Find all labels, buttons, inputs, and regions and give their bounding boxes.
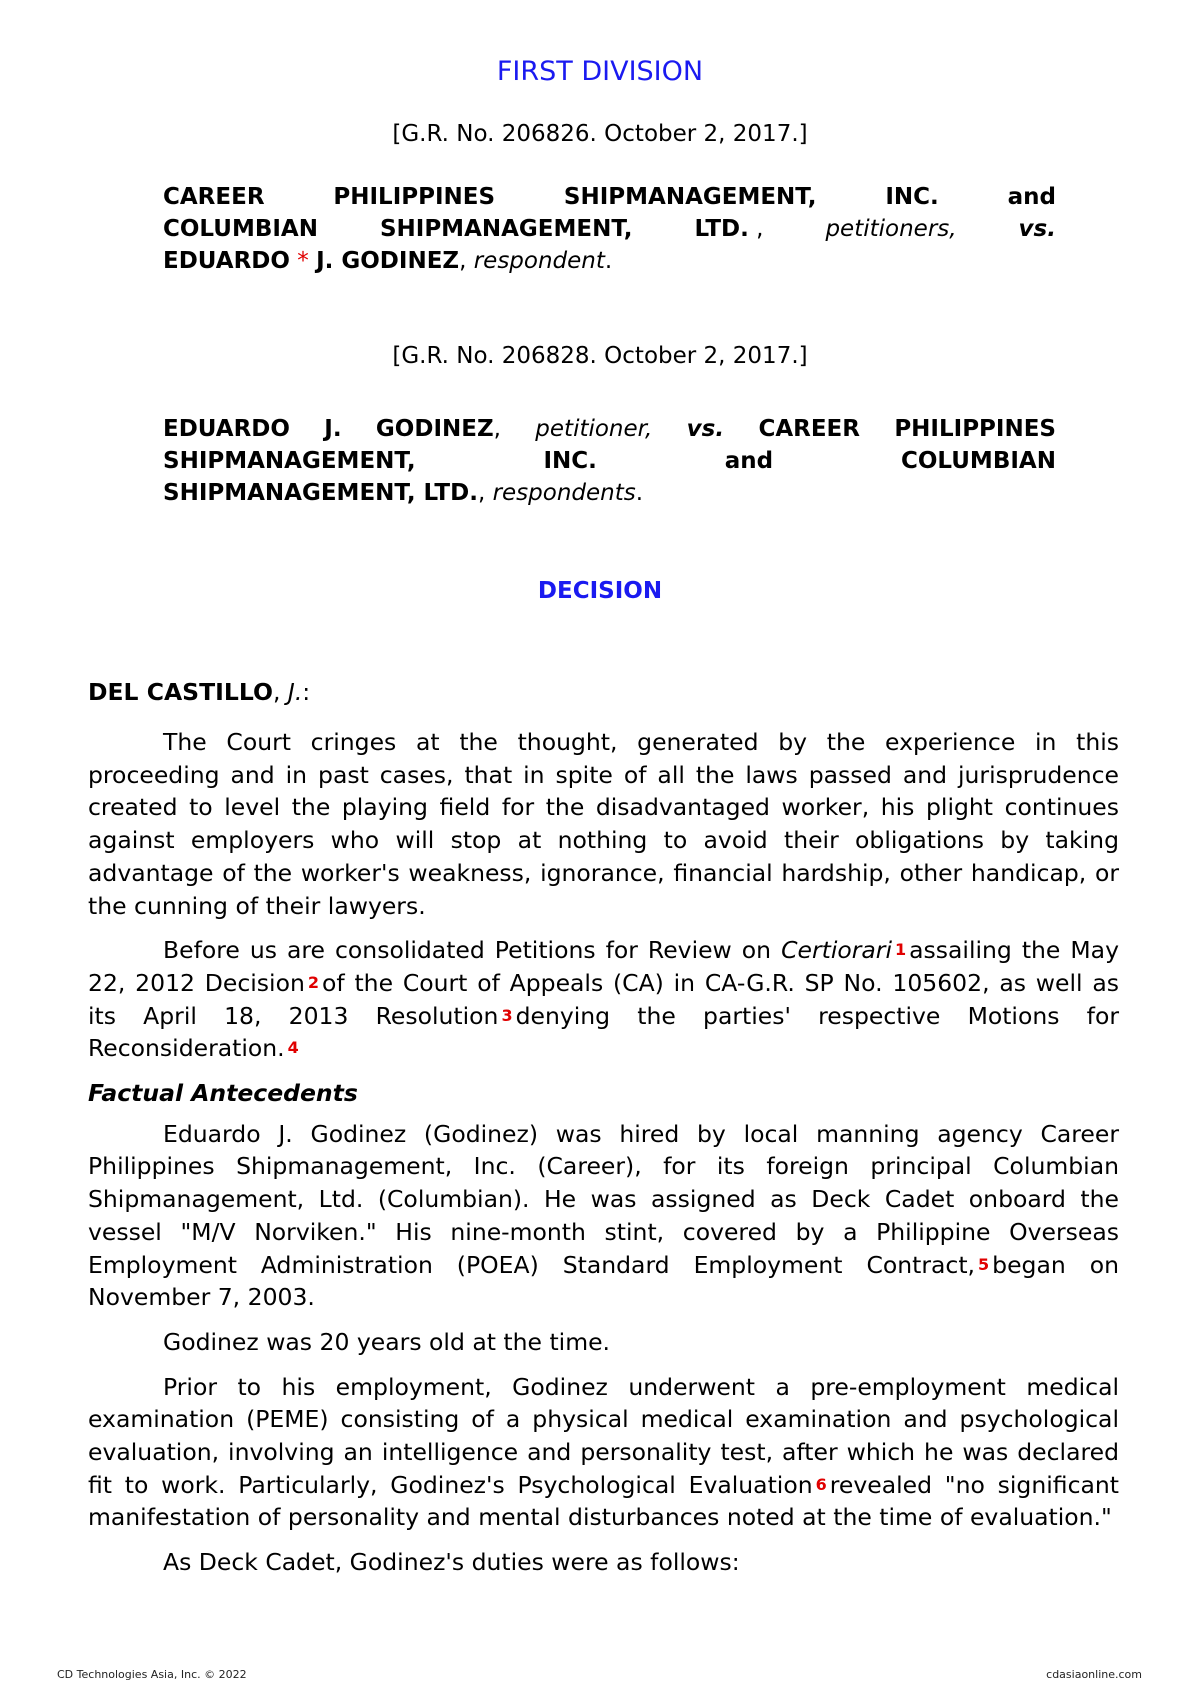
- comma: ,: [459, 248, 467, 274]
- party-role: petitioner,: [535, 416, 653, 442]
- text: assailing the May 22, 2012 Decision: [88, 936, 1119, 997]
- footnote-4[interactable]: 4: [287, 1038, 299, 1058]
- word: CAREER: [163, 184, 265, 210]
- case1-line2: [163, 213, 1056, 245]
- ponente: [88, 678, 310, 706]
- word: SHIPMANAGEMENT,: [163, 448, 416, 474]
- word-group: [376, 413, 501, 445]
- footnote-3[interactable]: 3: [501, 1005, 513, 1025]
- footnote-5[interactable]: 5: [978, 1254, 990, 1274]
- separator: ,: [272, 678, 288, 706]
- word: and: [724, 448, 774, 474]
- period: .: [604, 248, 613, 274]
- paragraph-3: [88, 1118, 1119, 1314]
- period: .: [635, 480, 644, 506]
- text: revealed "no significant manifestation of personality and mental disturbances noted at the time of evaluation.": [88, 1470, 1119, 1532]
- word: COLUMBIAN: [900, 448, 1056, 474]
- ponente-title: J.: [287, 678, 303, 706]
- footnote-2[interactable]: 2: [307, 972, 319, 992]
- word-group: [694, 213, 763, 245]
- word: COLUMBIAN: [163, 216, 318, 242]
- text: of the Court of Appeals (CA) in CA-G.R. SP No. 105602, as well as its April 18, 2013 Resolution: [88, 968, 1120, 1030]
- text: Prior to his employment, Godinez underwent a pre-employment medical examination (PEME) consisting of a physical medical examination and psychological evaluation, involving an intelligence and personality test, after which he was declared fit to work. Particularly, Godinez's Psychological Evaluation: [88, 1372, 1119, 1499]
- subheading: Factual Antecedents: [88, 1079, 358, 1108]
- footnote-6[interactable]: 6: [815, 1474, 827, 1494]
- case2-line2: [163, 445, 1056, 477]
- paragraph-6: As Deck Cadet, Godinez's duties were as follows:: [163, 1548, 740, 1577]
- word: CAREER: [758, 416, 860, 442]
- word: PHILIPPINES: [894, 416, 1056, 442]
- footer-copyright: CD Technologies Asia, Inc. © 2022: [57, 1668, 247, 1681]
- party-role: petitioners,: [825, 216, 957, 242]
- word: GODINEZ: [375, 416, 494, 442]
- case2-line3: [163, 477, 1056, 509]
- footnote-1[interactable]: 1: [894, 940, 907, 960]
- word: LTD.: [694, 216, 749, 242]
- word: SHIPMANAGEMENT,: [563, 184, 817, 210]
- versus: vs.: [1018, 216, 1056, 242]
- comma: ,: [756, 216, 764, 242]
- case1-line1: [163, 181, 1056, 213]
- word: J. GODINEZ: [316, 248, 460, 274]
- footer-site[interactable]: cdasiaonline.com: [1046, 1668, 1142, 1681]
- paragraph-4: Godinez was 20 years old at the time.: [163, 1327, 611, 1356]
- case1-line3: [163, 245, 1056, 277]
- text: began on November 7, 2003.: [88, 1250, 1119, 1312]
- case1-grno: [G.R. No. 206826. October 2, 2017.]: [392, 121, 808, 147]
- word: J.: [324, 416, 342, 442]
- word: EDUARDO: [163, 248, 290, 274]
- word: PHILIPPINES: [333, 184, 496, 210]
- decision-heading: DECISION: [537, 578, 663, 604]
- versus: vs.: [686, 416, 725, 442]
- paragraph-2: [88, 934, 1119, 1065]
- paragraph-5: [88, 1371, 1119, 1535]
- footnote-star[interactable]: *: [297, 248, 309, 274]
- word: INC.: [885, 184, 939, 210]
- text: Eduardo J. Godinez (Godinez) was hired by local manning agency Career Philippines Shipmanagement, Inc. (Career), for its foreign principal Columbian Shipmanagement, Ltd. (Columbian). He was assigned as Deck Cadet onboard the vessel "M/V Norviken." His nine-month stint, covered by a Philippine Overseas Employment Administration (POEA) Standard Employment Contract,: [88, 1119, 1119, 1279]
- decision-body: [88, 726, 1119, 1591]
- text: Before us are consolidated Petitions for Review on: [163, 936, 782, 965]
- word: INC.: [543, 448, 597, 474]
- division-heading: FIRST DIVISION: [496, 56, 704, 87]
- party-role: respondent: [473, 248, 605, 274]
- word: SHIPMANAGEMENT, LTD.: [163, 480, 478, 506]
- word: and: [1007, 184, 1056, 210]
- colon: :: [302, 678, 311, 706]
- comma: ,: [477, 480, 486, 506]
- ponente-name: DEL CASTILLO: [88, 678, 273, 706]
- case1-parties: [163, 181, 1056, 277]
- word: SHIPMANAGEMENT,: [379, 216, 633, 242]
- word: EDUARDO: [163, 416, 290, 442]
- paragraph-1: The Court cringes at the thought, generated by the experience in this proceeding and in past cases, that in spite of all the laws passed and jurisprudence created to level the playing field for the disadvantaged worker, his plight continues against employers who will stop at nothing to avoid their obligations by taking advantage of the worker's weakness, ignorance, financial hardship, other handicap, or the cunning of their lawyers.: [88, 728, 1119, 920]
- case2-grno: [G.R. No. 206828. October 2, 2017.]: [392, 343, 808, 369]
- comma: ,: [493, 416, 501, 442]
- case2-parties: [163, 413, 1056, 509]
- text-italic: Certiorari: [781, 936, 892, 965]
- text: denying the parties' respective Motions for Reconsideration.: [88, 1001, 1119, 1063]
- case2-line1: [163, 413, 1056, 445]
- party-role: respondents: [492, 480, 636, 506]
